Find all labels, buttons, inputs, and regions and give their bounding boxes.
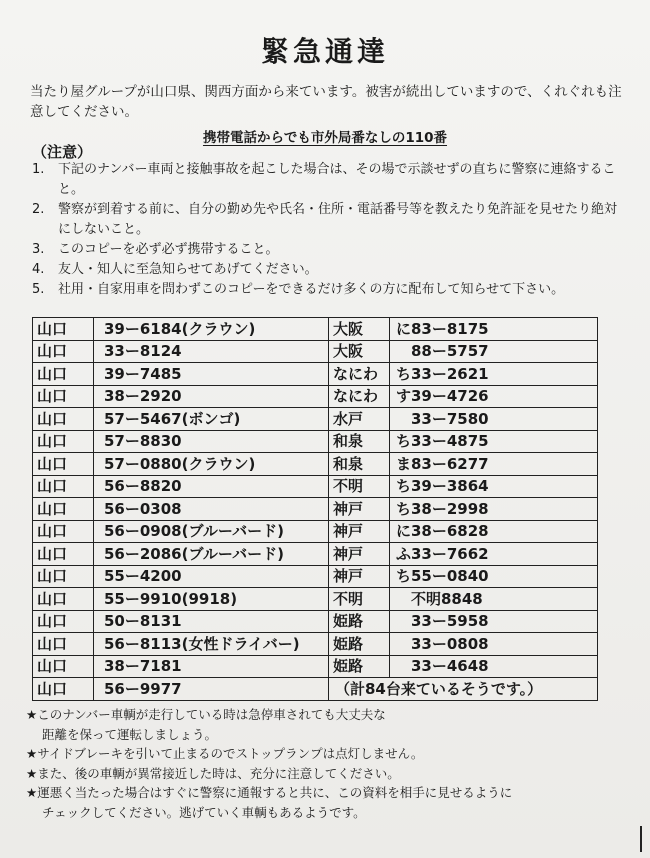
plate-number-right: に83ー8175 [390, 318, 598, 341]
plate-number-right: ち55ー0840 [390, 565, 598, 588]
plate-region-right: 和泉 [329, 453, 390, 476]
table-row [33, 318, 598, 341]
plate-region-left: 山口 [33, 520, 94, 543]
table-row [33, 430, 598, 453]
plate-region-left: 山口 [33, 655, 94, 678]
plate-region-right: 神戸 [329, 520, 390, 543]
table-row [33, 520, 598, 543]
note-number: 4. [32, 262, 45, 277]
table-row [33, 385, 598, 408]
plate-region-left: 山口 [33, 363, 94, 386]
plate-region-right: 神戸 [329, 543, 390, 566]
note-item [32, 260, 622, 280]
plate-number-left: 38ー7181 [94, 655, 329, 678]
plate-region-left: 山口 [33, 340, 94, 363]
notes-list [32, 160, 622, 300]
plate-number-left: 56ー0908(ブルーバード) [94, 520, 329, 543]
plate-number-right: に38ー6828 [390, 520, 598, 543]
table-row [33, 475, 598, 498]
plate-number-right: 33ー7580 [390, 408, 598, 431]
footnote-line: ★また、後の車輌が異常接近した時は、充分に注意してください。 [26, 765, 400, 781]
plate-number-left: 38ー2920 [94, 385, 329, 408]
plate-region-right: 不明 [329, 588, 390, 611]
plate-number-right: 33ー5958 [390, 610, 598, 633]
note-number: 2. [32, 202, 45, 217]
plate-region-left: 山口 [33, 633, 94, 656]
plate-region-left: 山口 [33, 565, 94, 588]
plate-region-right: 水戸 [329, 408, 390, 431]
table-row [33, 610, 598, 633]
plate-region-right: 神戸 [329, 565, 390, 588]
note-item [32, 160, 622, 200]
note-text: 友人・知人に至急知らせてあげてください。 [58, 262, 318, 277]
plate-region-left: 山口 [33, 610, 94, 633]
footnotes [26, 705, 626, 822]
plate-region-right: 姫路 [329, 610, 390, 633]
document-title: 緊急通達 [260, 35, 389, 68]
plate-number-left: 56ー9977 [94, 678, 329, 701]
plate-number-left: 56ー2086(ブルーバード) [94, 543, 329, 566]
plate-region-left: 山口 [33, 498, 94, 521]
plate-number-left: 55ー4200 [94, 565, 329, 588]
emergency-number-text: 携帯電話からでも市外局番なしの110番 [202, 130, 448, 146]
note-text: 下記のナンバー車両と接触事故を起こした場合は、その場で示談せずの直ちに警察に連絡すること。 [58, 162, 616, 197]
note-text: 社用・自家用車を問わずこのコピーをできるだけ多くの方に配布して知らせて下さい。 [58, 282, 565, 297]
note-number: 1. [32, 162, 45, 177]
plate-number-right: す39ー4726 [390, 385, 598, 408]
intro-paragraph: 当たり屋グループが山口県、関西方面から来ています。被害が続出していますので、くれぐれも注意してください。 [30, 84, 622, 120]
note-item [32, 240, 622, 260]
plate-region-right: 大阪 [329, 340, 390, 363]
plate-region-left: 山口 [33, 543, 94, 566]
plate-number-right: 33ー4648 [390, 655, 598, 678]
plate-region-right: 大阪 [329, 318, 390, 341]
table-row [33, 363, 598, 386]
plate-number-left: 33ー8124 [94, 340, 329, 363]
plate-number-right: ち38ー2998 [390, 498, 598, 521]
table-row [33, 565, 598, 588]
plate-number-right: ち33ー2621 [390, 363, 598, 386]
note-item [32, 280, 622, 300]
table-row [33, 340, 598, 363]
plate-number-left: 57ー0880(クラウン) [94, 453, 329, 476]
plate-number-right: ふ33ー7662 [390, 543, 598, 566]
footnote-line: ★このナンバー車輌が走行している時は急停車されても大丈夫な [26, 707, 386, 722]
plate-number-right: 88ー5757 [390, 340, 598, 363]
note-number: 3. [32, 242, 45, 257]
footnote-line: ★サイドブレーキを引いて止まるのでストップランプは点灯しません。 [26, 746, 424, 761]
notes-heading: （注意） [32, 143, 93, 161]
plate-number-right: ま83ー6277 [390, 453, 598, 476]
scan-edge-mark [640, 826, 642, 852]
table-row [33, 678, 598, 701]
emergency-number-line [0, 126, 650, 146]
plate-number-left: 56ー8113(女性ドライバー) [94, 633, 329, 656]
plate-region-right: なにわ [329, 385, 390, 408]
plate-number-left: 50ー8131 [94, 610, 329, 633]
plate-number-left: 39ー6184(クラウン) [94, 318, 329, 341]
plate-number-right: ち39ー3864 [390, 475, 598, 498]
plate-region-left: 山口 [33, 475, 94, 498]
plate-region-left: 山口 [33, 588, 94, 611]
plate-number-left: 55ー9910(9918) [94, 588, 329, 611]
plate-region-right: 和泉 [329, 430, 390, 453]
note-item [32, 200, 622, 240]
license-plate-table [32, 317, 598, 701]
total-count-note: （計84台来ているそうです。） [329, 678, 598, 701]
plate-region-right: 姫路 [329, 655, 390, 678]
plate-region-left: 山口 [33, 453, 94, 476]
plate-region-left: 山口 [33, 408, 94, 431]
plate-number-right: 不明8848 [390, 588, 598, 611]
table-row [33, 543, 598, 566]
plate-number-left: 39ー7485 [94, 363, 329, 386]
plate-region-left: 山口 [33, 318, 94, 341]
plate-number-left: 57ー8830 [94, 430, 329, 453]
plate-region-left: 山口 [33, 678, 94, 701]
table-row [33, 633, 598, 656]
plate-region-right: 姫路 [329, 633, 390, 656]
table-row [33, 588, 598, 611]
note-number: 5. [32, 282, 45, 297]
plate-region-right: 不明 [329, 475, 390, 498]
table-row [33, 453, 598, 476]
footnote-line: ★運悪く当たった場合はすぐに警察に通報すると共に、この資料を相手に見せるように [26, 785, 513, 800]
plate-region-right: 神戸 [329, 498, 390, 521]
table-row [33, 655, 598, 678]
plate-number-left: 57ー5467(ボンゴ) [94, 408, 329, 431]
footnote-line: チェックしてください。逃げていく車輌もあるようです。 [42, 804, 366, 820]
note-text: このコピーを必ず必ず携帯すること。 [58, 242, 279, 257]
plate-number-left: 56ー8820 [94, 475, 329, 498]
table-row [33, 498, 598, 521]
plate-number-left: 56ー0308 [94, 498, 329, 521]
plate-region-left: 山口 [33, 385, 94, 408]
footnote-line: 距離を保って運転しましょう。 [42, 726, 218, 742]
note-text: 警察が到着する前に、自分の勤め先や氏名・住所・電話番号等を教えたり免許証を見せたり絶対にしないこと。 [58, 202, 618, 237]
table-row [33, 408, 598, 431]
plate-number-right: 33ー0808 [390, 633, 598, 656]
plate-number-right: ち33ー4875 [390, 430, 598, 453]
plate-region-right: なにわ [329, 363, 390, 386]
plate-region-left: 山口 [33, 430, 94, 453]
